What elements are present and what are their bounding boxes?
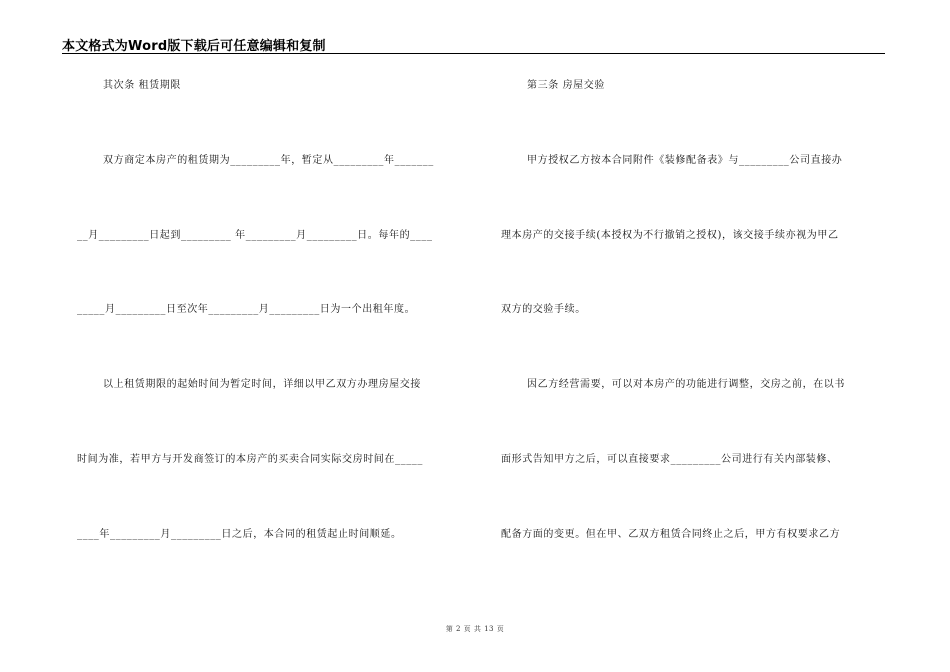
text-line: __月_________日起到_________ 年_________月_________日。每年的____ xyxy=(77,230,433,241)
text-line: _____月_________日至次年_________月_________日为一个出租年度。 xyxy=(77,304,416,315)
text-line: 配备方面的变更。但在甲、乙双方租赁合同终止之后，甲方有权要求乙方 xyxy=(501,529,841,540)
section-heading-lease-term: 其次条 租赁期限 xyxy=(103,80,181,91)
text-line: 因乙方经营需要，可以对本房产的功能进行调整，交房之前，在以书 xyxy=(527,379,845,390)
text-line: 双方的交验手续。 xyxy=(501,304,586,315)
page-number-footer: 第 2 页 共 13 页 xyxy=(445,625,505,633)
text-line: 双方商定本房产的租赁期为_________年，暂定从_________年_______ xyxy=(103,155,434,166)
text-line: 时间为准，若甲方与开发商签订的本房产的买卖合同实际交房时间在_____ xyxy=(77,454,423,465)
text-line: ____年_________月_________日之后，本合同的租赁起止时间顺延。 xyxy=(77,529,402,540)
text-line: 面形式告知甲方之后，可以直接要求_________公司进行有关内部装修、 xyxy=(501,454,838,465)
document-header-title: 本文格式为Word版下载后可任意编辑和复制 xyxy=(62,39,326,54)
text-line: 理本房产的交接手续(本授权为不行撤销之授权)，该交接手续亦视为甲乙 xyxy=(501,230,839,241)
text-line: 以上租赁期限的起始时间为暂定时间，详细以甲乙双方办理房屋交接 xyxy=(103,379,421,390)
text-line: 甲方授权乙方按本合同附件《装修配备表》与_________公司直接办 xyxy=(527,155,843,166)
section-heading-house-inspection: 第三条 房屋交验 xyxy=(527,80,605,91)
